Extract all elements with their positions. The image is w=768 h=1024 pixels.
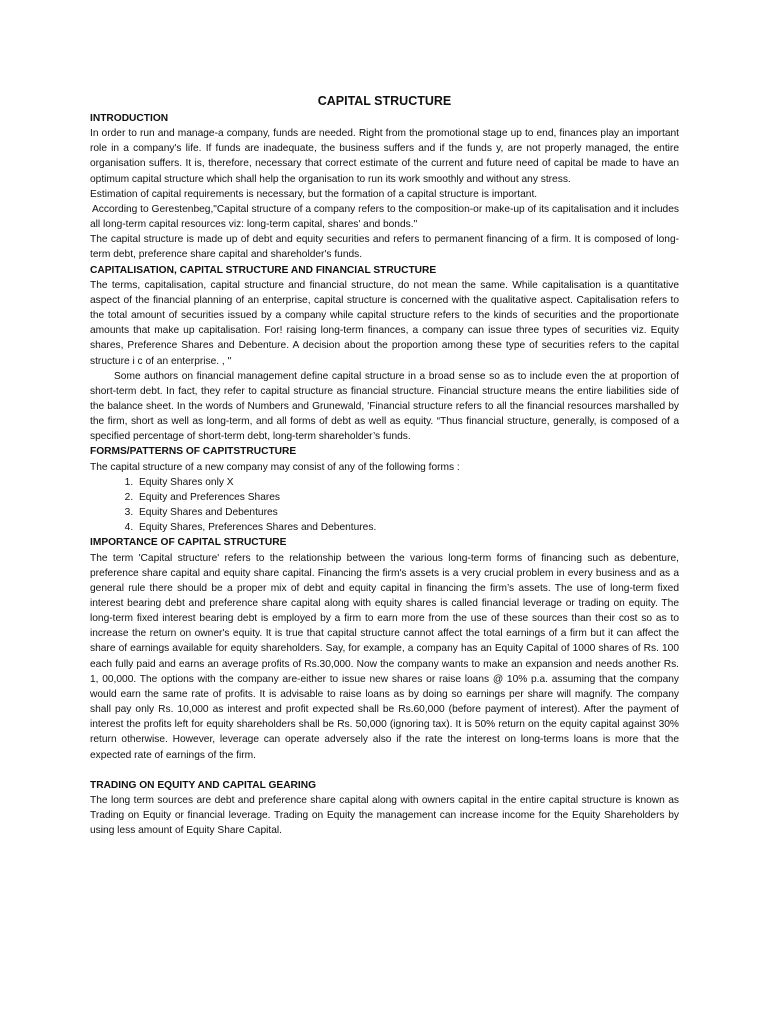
list-item: 3. Equity Shares and Debentures xyxy=(136,505,679,520)
introduction-heading: INTRODUCTION xyxy=(90,113,169,124)
forms-intro: The capital structure of a new company may consist of any of the following forms : xyxy=(90,461,460,473)
trading-paragraph: The long term sources are debt and preference share capital along with owners capital in the entire capital structure is known as Trading on Equity or financial leverage. Trading on Equity the management can increase income for the Equity Shareholders by using less amount of Equity Share Capital. xyxy=(90,794,679,837)
forms-list xyxy=(90,475,679,536)
introduction-paragraph-4: The capital structure is made up of debt and equity securities and refers to permanent financing of a firm. It is composed of long-term debt, preference share capital and shareholder's funds. xyxy=(90,234,679,261)
list-item: 1. Equity Shares only X xyxy=(136,475,679,490)
capitalisation-paragraph-2: Some authors on financial management define capital structure in a broad sense so as to include even the at proportion of short-term debt. In fact, they refer to capital structure as financial structure. Financial structure means the entire liabilities side of the balance sheet. In the words of Numbers and Grunewald, 'Financial structure refers to all the financial resources marshalled by the firm, short as well as long-term, and all forms of debt as well as equity. “Thus financial structure, generally, is composed of a specified percentage of short-term debt, long-term shareholder’s funds. xyxy=(90,370,679,443)
introduction-paragraph-2: Estimation of capital requirements is necessary, but the formation of a capital structure is important. xyxy=(90,188,538,200)
importance-paragraph: The term 'Capital structure' refers to the relationship between the various long-term forms of financing such as debenture, preference share capital and equity share capital. Financing the firm's assets is a very crucial problem in every business and as a general rule there should be a proper mix of debt and equity capital in financing the firm’s assets. The use of long-term fixed interest bearing debt and preference share capital along with equity shares is called financial leverage or trading on equity. The long-term fixed interest bearing debt is employed by a firm to earn more from the use of these sources than their cost so as to increase the return on owner's equity. It is true that capital structure cannot affect the total earnings of a firm but it can affect the share of earnings available for equity shareholders. Say, for example, a company has an Equity Capital of 1000 shares of Rs. 100 each fully paid and earns an average profits of Rs.30,000. Now the company wants to make an expansion and needs another Rs. 1, 00,000. The options with the company are-either to issue new shares or raise loans @ 10% p.a. assuming that the company would earn the same rate of profits. It is advisable to raise loans as by doing so earnings per share will magnify. The company shall pay only Rs. 10,000 as interest and profit expected shall be Rs.60,000 (before payment of interest). After the payment of interest the profits left for equity shareholders shall be Rs. 50,000 (ignoring tax). It is 50% return on the equity capital against 30% return otherwise. However, leverage can operate adversely also if the rate the interest on long-terms loans is more that the expected rate of earnings of the firm. xyxy=(90,552,679,761)
introduction-paragraph-1: In order to run and manage-a company, funds are needed. Right from the promotional stage up to end, finances play an important role in a company's life. If funds are inadequate, the business suffers and if the funds y, are not properly managed, the entire organisation suffers. It is, therefore, necessary that correct estimate of the current and future need of capital be made to have an optimum capital structure which shall help the organisation to run its work smoothly and without any stress. xyxy=(90,128,679,185)
importance-heading: IMPORTANCE OF CAPITAL STRUCTURE xyxy=(90,537,287,549)
trading-heading: TRADING ON EQUITY AND CAPITAL GEARING xyxy=(90,779,317,791)
capitalisation-paragraph-1: The terms, capitalisation, capital structure and financial structure, do not mean the same. While capitalisation is a quantitative aspect of the financial planning of an enterprise, capital structure is concerned with the qualitative aspect. Capitalisation refers to the total amount of securities issued by a company while capital structure refers to the kinds of securities and the proportionate amounts that make up capitalisation. For! raising long-term finances, a company can issue three types of securities viz. Equity shares, Preference Shares and Debenture. A decision about the proportion among these type of securities refers to the capital structure i c of an enterprise. , " xyxy=(90,279,679,367)
capitalisation-heading: CAPITALISATION, CAPITAL STRUCTURE AND FINANCIAL STRUCTURE xyxy=(90,264,437,276)
document-title: CAPITAL STRUCTURE xyxy=(317,94,452,108)
list-item: 2. Equity and Preferences Shares xyxy=(136,490,679,505)
introduction-paragraph-3: According to Gerestenbeg,"Capital structure of a company refers to the composition-or make-up of its capitalisation and it includes all long-term capital resources viz: long-term capital, shares' and bonds." xyxy=(90,203,679,231)
document-page xyxy=(90,92,679,838)
list-item: 4. Equity Shares, Preferences Shares and Debentures. xyxy=(136,520,679,535)
forms-heading: FORMS/PATTERNS OF CAPITSTRUCTURE xyxy=(90,446,297,458)
